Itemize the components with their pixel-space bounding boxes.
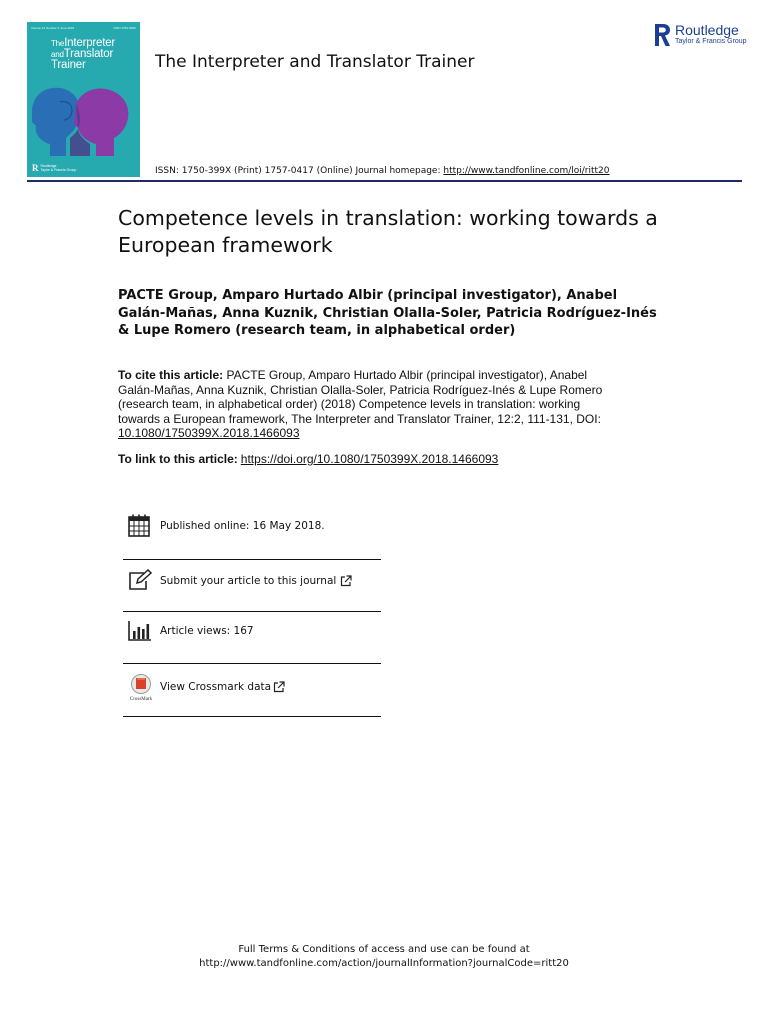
logo-subtitle: Taylor & Francis Group [675, 38, 747, 45]
info-divider [123, 663, 381, 664]
svg-text:CrossMark: CrossMark [129, 697, 153, 701]
article-title: Competence levels in translation: working towards a European framework [118, 206, 658, 257]
submit-article-row[interactable] [123, 569, 381, 593]
published-date: Published online: 16 May 2018. [160, 520, 325, 532]
info-divider [123, 716, 381, 717]
bar-chart-icon [127, 619, 157, 643]
cover-issn: ISSN 1750-399X [113, 26, 136, 30]
edit-icon [127, 569, 157, 593]
crossmark-row[interactable] [123, 673, 381, 701]
issn-line [155, 166, 610, 176]
journal-cover [27, 22, 140, 177]
article-link-line [118, 452, 638, 466]
routledge-logo [653, 22, 747, 48]
article-authors: PACTE Group, Amparo Hurtado Albir (principal investigator), Anabel Galán-Mañas, Anna Kuznik, Christian Olalla-Soler, Patricia Rodríguez-Inés & Lupe Romero (research team, in alphabetical order) [118, 288, 657, 338]
cover-faces-illustration [30, 82, 137, 160]
citation-block [118, 368, 618, 441]
cover-volume: Volume 12 Number 2 June 2018 [31, 26, 75, 30]
cover-publisher: R Routledge Taylor & Francis Group [32, 163, 77, 173]
info-divider [123, 611, 381, 612]
published-row [123, 514, 381, 538]
article-views: Article views: 167 [160, 625, 254, 637]
journal-title: The Interpreter and Translator Trainer [155, 52, 475, 72]
info-divider [123, 559, 381, 560]
article-doi-link[interactable]: https://doi.org/10.1080/1750399X.2018.1466093 [240, 452, 499, 466]
cover-title: TheInterpreter andTranslator Trainer [51, 37, 116, 71]
link-label: To link to this article: [118, 452, 238, 466]
cite-doi-link[interactable]: 10.1080/1750399X.2018.1466093 [118, 426, 300, 440]
terms-url[interactable]: http://www.tandfonline.com/action/journalInformation?journalCode=ritt20 [199, 958, 569, 969]
header-divider [27, 180, 742, 182]
article-views-row [123, 619, 381, 643]
routledge-r-icon [653, 22, 671, 48]
terms-footer [0, 943, 768, 971]
cite-label: To cite this article: [118, 368, 224, 382]
cite-text: PACTE Group, Amparo Hurtado Albir (principal investigator), Anabel Galán-Mañas, Anna Kuznik, Christian Olalla-Soler, Patricia Rodríguez-Inés & Lupe Romero (research team, in alphabetical order) (2018) Competence levels in translation: working towards a European framework, The Interpreter and Translator Trainer, 12:2, 111-131, DOI: [118, 368, 603, 426]
terms-text: Full Terms & Conditions of access and use can be found at [238, 944, 530, 955]
logo-name: Routledge [675, 22, 739, 38]
external-link-icon [273, 681, 285, 693]
submit-article-link[interactable]: Submit your article to this journal [160, 575, 337, 587]
crossmark-icon [127, 673, 157, 701]
calendar-icon [127, 514, 157, 538]
crossmark-link[interactable]: View Crossmark data [160, 681, 272, 693]
journal-homepage-link[interactable]: http://www.tandfonline.com/loi/ritt20 [443, 166, 610, 176]
issn-text: ISSN: 1750-399X (Print) 1757-0417 (Online) Journal homepage: [155, 166, 444, 176]
external-link-icon [340, 575, 352, 587]
